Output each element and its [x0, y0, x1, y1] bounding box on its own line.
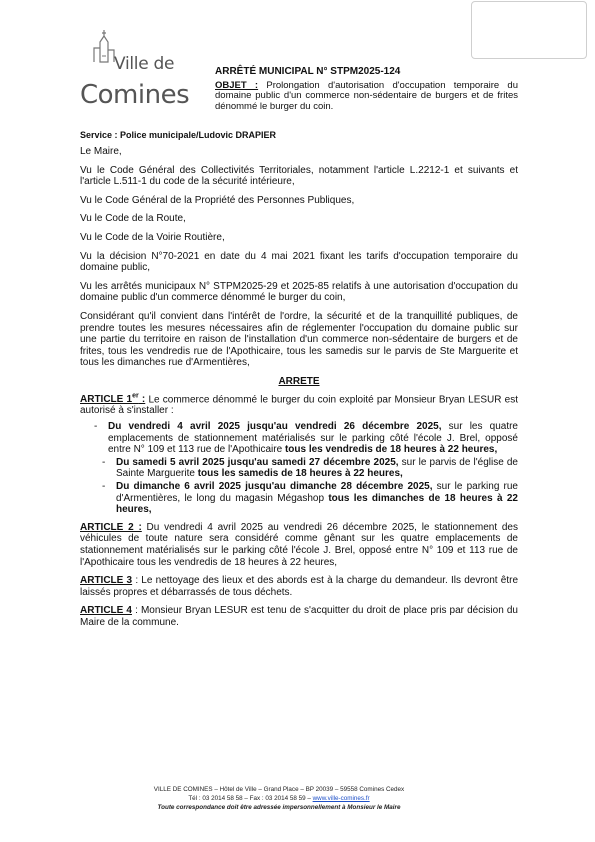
ville-de-comines-logo: [78, 28, 198, 118]
arrete-title: ARRÊTÉ MUNICIPAL N° STPM2025-124: [215, 66, 401, 77]
header-block: [215, 67, 518, 112]
article-1-schedule-list: [80, 421, 518, 516]
visa-cgct: Vu le Code Général des Collectivités Territoriales, notamment l'article L.2212-1 et suivants et l'article L.511-1 du code de la sécurité intérieure,: [80, 164, 518, 188]
arrete-heading: ARRETE: [278, 375, 320, 387]
visa-cgppp: Vu le Code Général de la Propriété des Personnes Publiques,: [80, 194, 355, 206]
objet-paragraph: [215, 81, 518, 113]
article-2-label: ARTICLE 2 :: [80, 521, 142, 533]
reception-stamp-box: [471, 1, 587, 59]
article-2-text: Du vendredi 4 avril 2025 au vendredi 26 décembre 2025, le stationnement des véhicules de toute nature sera considéré comme gênant sur les quatre emplacements de stationnement matérialisés sur le parking côté l'école J. Brel, opposé entre N° 109 et 113 rue de l'Apothicaire tous les vendredis de 18 heures à 22 heures,: [80, 521, 518, 568]
service-line: Service : Police municipale/Ludovic DRAPIER: [80, 130, 277, 140]
document-body: [80, 146, 518, 636]
logo-comines: Comines: [80, 80, 190, 110]
considerant: Considérant qu'il convient dans l'intérêt de l'ordre, la sécurité et de la tranquillité publiques, de prendre toutes les mesures nécessaires afin de réglementer l'occupation du domaine public sur une partie du territoire en raison de l'installation d'un commerce non-sédentaire de burgers et de frites, tous les vendredis rue de l'Apothicaire, tous les samedis sur le parvis de Ste Marguerite et tous les dimanches rue d'Armentières,: [80, 310, 518, 369]
article-1-text: Le commerce dénommé le burger du coin exploité par Monsieur Bryan LESUR est autorisé à s'installer :: [80, 393, 519, 417]
objet-text: Prolongation d'autorisation d'occupation temporaire du domaine public d'un commerce non-sédentaire de burgers et de frites dénommé le burger du coin.: [215, 79, 518, 112]
list-item: - Du dimanche 6 avril 2025 jusqu'au dimanche 28 décembre 2025, sur le parking rue d'Armentières, le long du magasin Mégashop tous les dimanches de 18 heures à 22 heures,: [116, 481, 518, 516]
visa-voirie: Vu le Code de la Voirie Routière,: [80, 231, 225, 243]
article-3-text: : Le nettoyage des lieux et des abords est à la charge du demandeur. Ils devront être laissés propres et débarrassés de tous déchets.: [80, 575, 519, 598]
logo-ville-de: Ville de: [114, 54, 175, 74]
article-4-label: ARTICLE 4: [80, 605, 132, 617]
article-4-text: : Monsieur Bryan LESUR est tenu de s'acquitter du droit de place pris par décision du Maire de la commune.: [80, 605, 518, 628]
objet-label: OBJET :: [215, 79, 259, 91]
footer: [60, 785, 498, 812]
footer-contact: Tél : 03 2014 58 58 – Fax : 03 2014 58 59 – www.ville-comines.fr: [188, 795, 370, 802]
church-skyline-icon: [78, 28, 118, 64]
article-2: [80, 522, 518, 568]
visa-code-route: Vu le Code de la Route,: [80, 213, 186, 225]
article-4: [80, 605, 518, 628]
article-3-label: ARTICLE 3: [80, 575, 133, 587]
article-1: [80, 391, 518, 418]
footer-notice: Toute correspondance doit être adressée impersonnellement à Monsieur le Maire: [157, 804, 401, 811]
list-item: - Du vendredi 4 avril 2025 jusqu'au vendredi 26 décembre 2025, sur les quatre emplacements de stationnement matérialisés sur le parking côté l'école J. Brel, opposé entre N° 109 et 113 rue de l'Apothicaire tous les vendredis de 18 heures à 22 heures,: [108, 421, 518, 456]
visa-decision: Vu la décision N°70-2021 en date du 4 mai 2021 fixant les tarifs d'occupation temporaire du domaine public,: [80, 250, 518, 274]
footer-address: VILLE DE COMINES – Hôtel de Ville – Grand Place – BP 20039 – 59558 Comines Cedex: [153, 786, 405, 793]
list-item: - Du samedi 5 avril 2025 jusqu'au samedi 27 décembre 2025, sur le parvis de l'église de Sainte Marguerite tous les samedis de 18 heures à 22 heures,: [116, 457, 518, 480]
article-3: [80, 575, 518, 598]
salutation: Le Maire,: [80, 146, 122, 157]
visa-arretes: Vu les arrêtés municipaux N° STPM2025-29 et 2025-85 relatifs à une autorisation d'occupation du domaine public d'un commerce dénommé le burger du coin,: [80, 280, 518, 304]
article-1-label: ARTICLE 1er :: [80, 392, 146, 405]
website-link[interactable]: www.ville-comines.fr: [312, 795, 370, 802]
